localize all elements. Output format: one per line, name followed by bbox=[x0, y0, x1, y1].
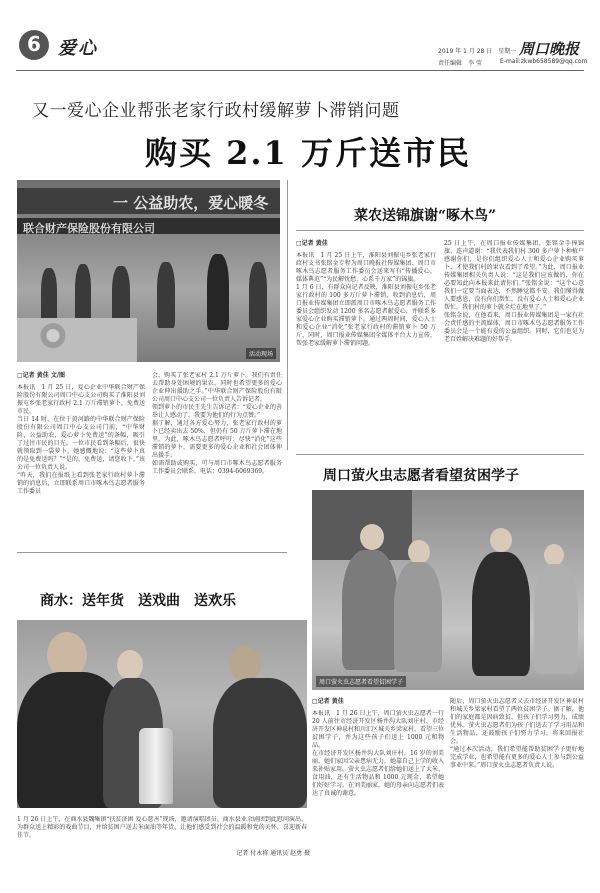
paper-name-logo: 周口晚报 bbox=[519, 40, 580, 58]
firefly-byline: □记者 黄佳 bbox=[312, 698, 344, 705]
photo-banner-2-text: 联合财产保险股份有限公司 bbox=[23, 222, 155, 235]
photo-banner-text: 一 公益助农，爱心暖冬 bbox=[113, 194, 269, 212]
lead-body-col1: 本报讯 1 月 25 日，爱心企业中华联合财产保险股份有限公司周口中心支公司购买了淮阳县刘振屯乡张老家行政村 2.1 万斤滞销萝卜，免费送市民。 当日 14 时，在位于黄河路的中华联合财产保险股份有限公司周口中心支公司门前，“中华财险，公益助农，爱心萝卜免费送”的条幅，吸引了过往市民的目光。一位市民看到条幅后，很快就领取到一袋萝卜。她感慨地说：“这些萝卜真的是免费送吗？”“是的，免费送，请您收下。”该公司一位负责人说。 “昨天，我们在报纸上看到张老家行政村萝卜滞销的消息后，立即联系周口市啄木鸟志愿者服务工作委员 bbox=[17, 384, 145, 495]
page-number: 6 bbox=[27, 32, 41, 56]
shangshui-byline: 记者 付永将 通讯员 赵勇 摄 bbox=[236, 850, 310, 857]
elder-figure bbox=[213, 678, 307, 808]
date-line: 2019 年 1 月 28 日 星期一 bbox=[438, 48, 517, 55]
firefly-body-col2: 随后，周口萤火虫志愿者又去市经济开发区神泉村和城关乡梁家村看望了两位贫困学子。据了解，他们的家庭都是因病致贫，但孩子们学习努力，成绩优异。萤火虫志愿者们为孩子们送去了学习用品和生活物品，还鼓励孩子们努力学习，将来回报社会。 “通过本次活动，我们希望能帮助贫困学子更好地完成学业，也希望能有更多的爱心人士参与到公益事业中来。”周口萤火虫志愿者负责人说。 bbox=[450, 698, 584, 769]
flag-body-col2: 25 日上午，在周口报业传媒集团，张铭金手捧锦旗，连声道谢：“我代表我们村 300 多户萝卜种植户感谢你们，是你们组织爱心人士和爱心企业购买萝卜，才使我们村的果农看到了希望。”为此，周口报业传媒集团相关负责人说：“这是我们应该做的，你在必要知此向本报来此请你们。”张铭金说：“这个心意我们一定要当面表达，不然睡觉都不安。我们懂得做人要感恩，没有你们帮忙，没有爱心人士和爱心企业帮忙，我们村的萝卜就全烂在地里了。” 张铭金说，在他看来，周口报业传媒集团是一家有社会责任感的主流媒体，周口市啄木鸟志愿者服务工作委员会是一个能有爱的公益组织。同时，它们也是为老百姓解决难题的好帮手。 bbox=[444, 240, 584, 343]
shangshui-top-rule bbox=[17, 552, 287, 553]
flag-byline: □记者 黄佳 bbox=[296, 240, 328, 247]
column-divider bbox=[287, 180, 288, 450]
person-figure bbox=[207, 254, 229, 330]
person-head bbox=[490, 528, 512, 552]
shangshui-headline: 商水：送年货 送戏曲 送欢乐 bbox=[40, 593, 236, 609]
header-rule bbox=[16, 70, 584, 71]
person-head bbox=[360, 524, 384, 550]
shangshui-photo bbox=[17, 620, 307, 808]
flag-headline-rule bbox=[296, 230, 584, 231]
student-figure bbox=[342, 550, 398, 670]
lead-kicker: 又一爱心企业帮张老家行政村缓解萝卜滞销问题 bbox=[32, 101, 400, 121]
lead-body-col2: 会，购买了张老家村 2.1 万斤萝卜。我们有责任去帮助身处困境的果农，同时也希望更多的爱心企业伸出援助之手。”中华联合财产保险股份有限公司周口中心支公司一位负责人告诉记者。 领到萝卜的市民王先生告诉记者：“爱心企业的善举让人感动了，我要为他们的行为点赞。” 据了解，通过各方爱心努力，张老家行政村的萝卜已经卖出去 50%，但仍有 50 万斤萝卜滞在地里。为此，啄木鸟志愿者呼吁：尽快“消化”这些滞销的萝卜，需要更多的爱心企业和社会团体伸出援手。 如需帮助或购买，可与周口市啄木鸟志愿者服务工作委员会联系，电话：0394-6069369。 bbox=[152, 372, 282, 475]
lead-byline: □记者 黄佳 文/图 bbox=[17, 372, 66, 379]
radish-pile bbox=[17, 318, 137, 362]
girl-figure bbox=[534, 564, 578, 674]
section-title: 爱心 bbox=[58, 38, 98, 59]
lead-photo-caption: 活动现场 bbox=[246, 348, 276, 359]
person-head bbox=[544, 544, 564, 566]
lead-photo bbox=[17, 180, 280, 362]
editor-line: 责任编辑 李 莹 bbox=[438, 60, 482, 67]
firefly-top-rule bbox=[296, 454, 584, 455]
person-head bbox=[117, 650, 143, 680]
person-head bbox=[408, 540, 430, 564]
person-figure bbox=[41, 268, 57, 324]
flag-headline: 菜农送锦旗谢“啄木鸟” bbox=[354, 208, 497, 224]
shangshui-body: 1 月 26 日上午，在商水县魏集镇“扶贫济困 爱心慈善”现场，邀请演唱团员、商水县业余剧团到此慰问演出，为群众送上精彩的戏曲节目，并给贫困户送去米面油等年货，让他们感受到社会的温暖和党的关怀，喜迎新春佳节。 bbox=[17, 816, 307, 839]
firefly-body-col1: 本报讯 1 月 26 日上午，周口萤火虫志愿者一行 20 人前往市经济开发区杨井沟大队刘庄村、市经济开发区神泉村和川汇区城关乡梁家村，看望三位贫困学子，并为这些孩子们送上 1000 元和物品。 在市经济开发区杨井沟大队刘庄村，16 岁的刘美丽，她们家因父亲患病无力，她靠自己上学的收入来补贴家用。萤火虫志愿者们给她们送上了大米、食用油，还有生活物品和 1000 元现金，希望她们好好学习。在刘美丽家，她的母亲向志愿者们表达了真诚的谢意。 bbox=[312, 710, 444, 797]
firefly-headline: 周口萤火虫志愿者看望贫困学子 bbox=[323, 468, 519, 484]
photo-banner bbox=[17, 188, 280, 214]
person-figure bbox=[157, 262, 175, 328]
firefly-photo-caption: 周口萤火虫志愿者看望贫困学子 bbox=[316, 676, 406, 687]
firefly-photo bbox=[312, 490, 584, 690]
person-figure bbox=[249, 262, 267, 328]
editor-email: E-mail:zkwb658589@qq.com bbox=[500, 58, 588, 65]
person-figure bbox=[75, 264, 91, 324]
lead-headline: 购买 2.1 万斤送市民 bbox=[145, 134, 471, 172]
person-head bbox=[229, 646, 261, 682]
flag-body-col1: 本报讯 1 月 25 日上午，淮阳县刘振屯乡张老家行政村支书张铭金专程为周口晚报社传媒集团、周口市啄木鸟志愿者服务工作委员会送来写有“传播爱心，媒体典范”“为民解忧愁，心系千万家”的锦旗。 1 月 6 日，有群众向记者反映，淮阳县刘振屯乡张老家行政村的 100 多万斤萝卜滞销，收到消息后，周口报业传媒集团立即派周口市啄木鸟志愿者服务工作委员会组织发动 1200 多名志愿者献爱心，并联系多家爱心企业购买滞销萝卜。通过两周时间，爱心人士和爱心企业“消化”张老家行政村的滞销萝卜 50 万斤，同时，周口报业传媒集团全媒体平台大力宣传，帮张老家缓解萝卜滞销问题。 bbox=[296, 252, 436, 347]
man-figure bbox=[394, 562, 442, 672]
photo-banner-2 bbox=[17, 218, 280, 234]
volunteer-figure bbox=[472, 552, 530, 676]
oil-bottle bbox=[139, 728, 173, 804]
